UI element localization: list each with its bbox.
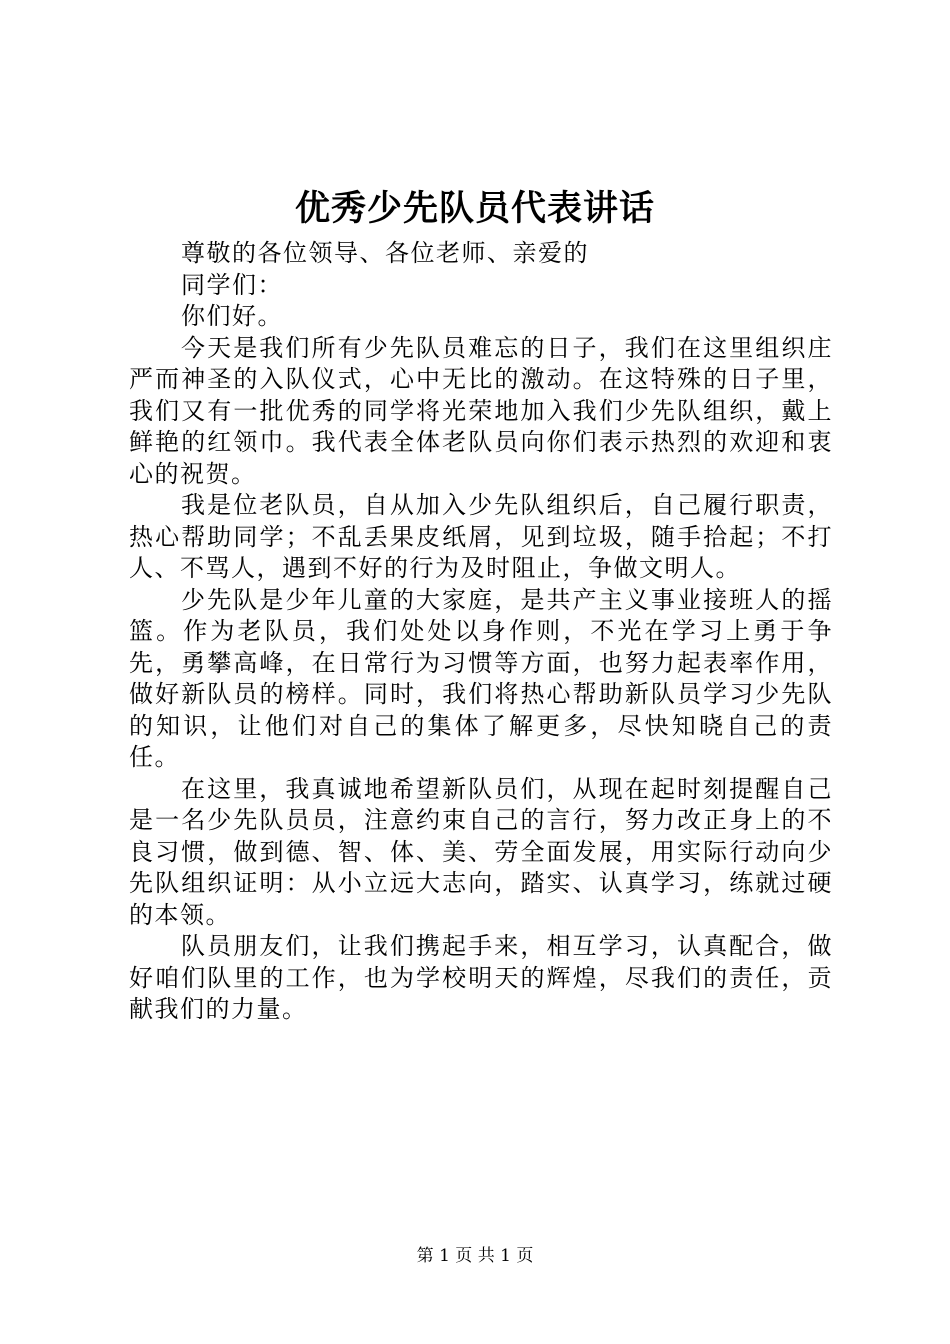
- document-title: 优秀少先队员代表讲话: [294, 188, 655, 229]
- salutation-line-2: 同学们：: [181, 270, 283, 299]
- body-paragraph: 今天是我们所有少先队员难忘的日子，我们在这里组织庄严而神圣的入队仪式，心中无比的激动。在这特殊的日子里，我们又有一批优秀的同学将光荣地加入我们少先队组织，戴上鲜艳的红领巾。我代表全体老队员向你们表示热烈的欢迎和衷心的祝贺。: [129, 333, 833, 488]
- body-paragraph: 在这里，我真诚地希望新队员们，从现在起时刻提醒自己是一名少先队员员，注意约束自己的言行，努力改正身上的不良习惯，做到德、智、体、美、劳全面发展，用实际行动向少先队组织证明：从小立远大志向，踏实、认真学习，练就过硬的本领。: [129, 774, 833, 929]
- document-body: [129, 238, 833, 1026]
- page-footer: 第 1 页 共 1 页: [416, 1246, 534, 1266]
- greeting: 你们好。: [181, 302, 283, 330]
- body-paragraph: 少先队是少年儿童的大家庭，是共产主义事业接班人的摇篮。作为老队员，我们处处以身作则，不光在学习上勇于争先，勇攀高峰，在日常行为习惯等方面，也努力起表率作用，做好新队员的榜样。同时，我们将热心帮助新队员学习少先队的知识，让他们对自己的集体了解更多，尽快知晓自己的责任。: [129, 585, 833, 771]
- salutation-line-1: 尊敬的各位领导、各位老师、亲爱的: [181, 239, 589, 267]
- body-paragraph: 我是位老队员，自从加入少先队组织后，自己履行职责，热心帮助同学；不乱丢果皮纸屑，见到垃圾，随手拾起；不打人、不骂人，遇到不好的行为及时阻止，争做文明人。: [129, 491, 833, 582]
- body-paragraph: 队员朋友们，让我们携起手来，相互学习，认真配合，做好咱们队里的工作，也为学校明天的辉煌，尽我们的责任，贡献我们的力量。: [129, 932, 833, 1023]
